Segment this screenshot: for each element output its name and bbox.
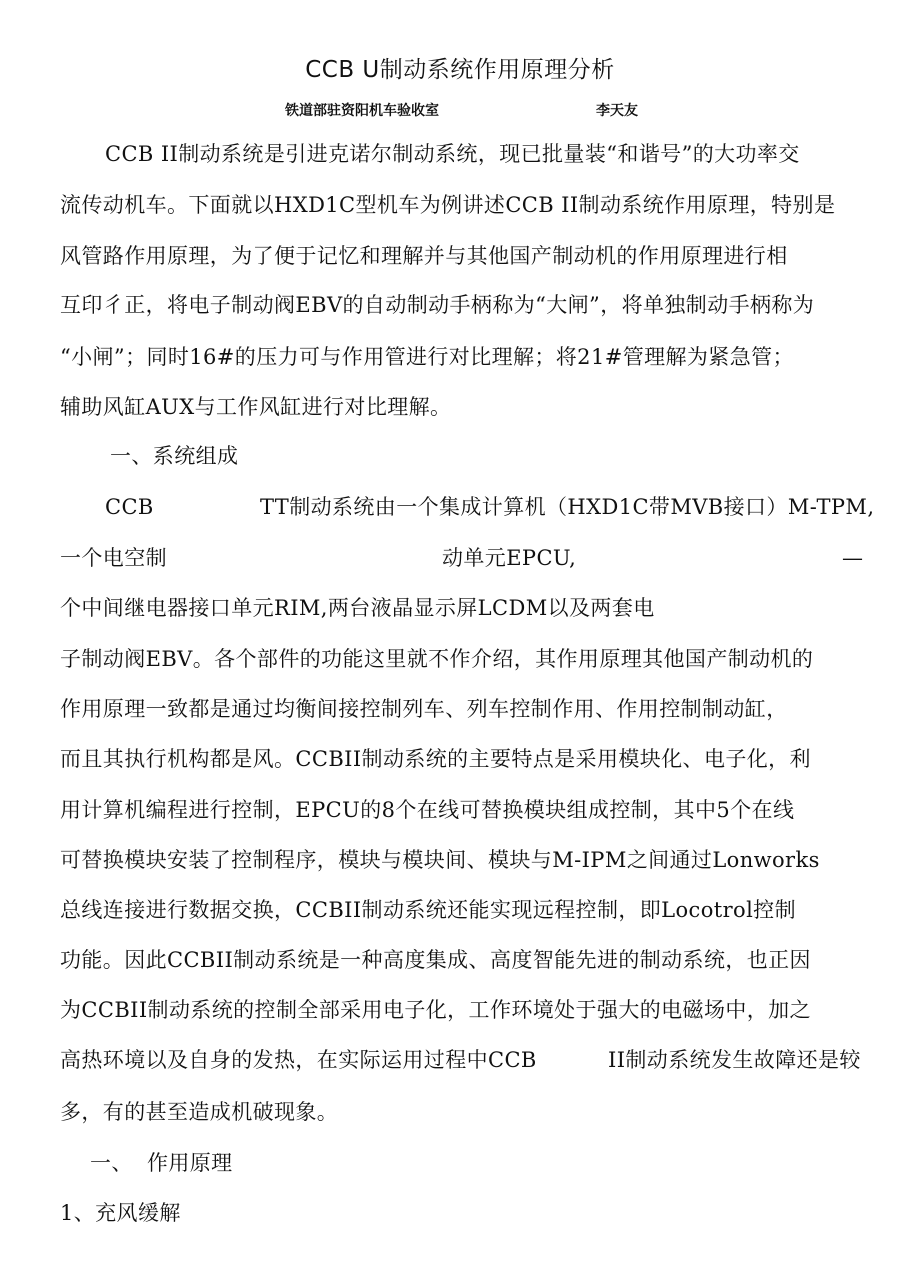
paragraph-line-rest: TT制动系统由一个集成计算机（HXD1C带MVB接口）M-TPM, — [260, 495, 875, 519]
paragraph-line: 互印彳正，将电子制动阀EBV的自动制动手柄称为“大闸”，将单独制动手柄称为 — [60, 293, 815, 317]
paragraph-line: 子制动阀EBV。各个部件的功能这里就不作介绍，其作用原理其他国产制动机的 — [60, 647, 814, 671]
paragraph-line: 风管路作用原理，为了便于记忆和理解并与其他国产制动机的作用原理进行相 — [60, 244, 788, 268]
document-title: CCB U制动系统作用原理分析 — [305, 57, 615, 83]
paragraph-line: CCB II制动系统是引进克诺尔制动系统，现已批量装“和谐号”的大功率交 — [105, 142, 800, 166]
author-name: 李天友 — [596, 103, 638, 119]
paragraph-line: 可替换模块安装了控制程序，模块与模块间、模块与M-IPM之间通过Lonworks — [60, 848, 820, 872]
paragraph-line: “小闸”；同时16#的压力可与作用管进行对比理解；将21#管理解为紧急管； — [60, 345, 794, 369]
paragraph-line: 为CCBII制动系统的控制全部采用电子化，工作环境处于强大的电磁场中，加之 — [60, 998, 811, 1022]
paragraph-line-middle: 动单元EPCU, — [442, 546, 577, 570]
paragraph-line: 多，有的甚至造成机破现象。 — [60, 1100, 339, 1124]
paragraph-line: 辅助风缸AUX与工作风缸进行对比理解。 — [60, 395, 452, 419]
paragraph-line-start: 高热环境以及自身的发热，在实际运用过程中CCB — [60, 1048, 537, 1072]
paragraph-line: 作用原理一致都是通过均衡间接控制列车、列车控制作用、作用控制制动缸， — [60, 697, 788, 721]
paragraph-line: 功能。因此CCBII制动系统是一种高度集成、高度智能先进的制动系统，也正因 — [60, 948, 811, 972]
paragraph-line-start: CCB — [105, 495, 154, 519]
paragraph-line: 总线连接进行数据交换，CCBII制动系统还能实现远程控制，即Locotrol控制 — [60, 898, 796, 922]
author-unit: 铁道部驻资阳机车验收室 — [285, 103, 439, 119]
section-heading-principle: 一、 作用原理 — [90, 1151, 233, 1175]
paragraph-line: 而且其执行机构都是风。CCBII制动系统的主要特点是采用模块化、电子化，利 — [60, 747, 811, 771]
paragraph-line-dash: — — [842, 546, 864, 570]
paragraph-line: 流传动机车。下面就以HXD1C型机车为例讲述CCB II制动系统作用原理，特别是 — [60, 193, 836, 217]
paragraph-line: 用计算机编程进行控制，EPCU的8个在线可替换模块组成控制，其中5个在线 — [60, 798, 795, 822]
paragraph-line-rest: II制动系统发生故障还是较 — [608, 1048, 861, 1072]
subsection-heading: 1、充风缓解 — [60, 1201, 181, 1225]
section-heading-composition: 一、系统组成 — [110, 444, 239, 468]
paragraph-line-start: 一个电空制 — [60, 546, 167, 570]
paragraph-line: 个中间继电器接口单元RIM,两台液晶显示屏LCDM以及两套电 — [60, 596, 655, 620]
